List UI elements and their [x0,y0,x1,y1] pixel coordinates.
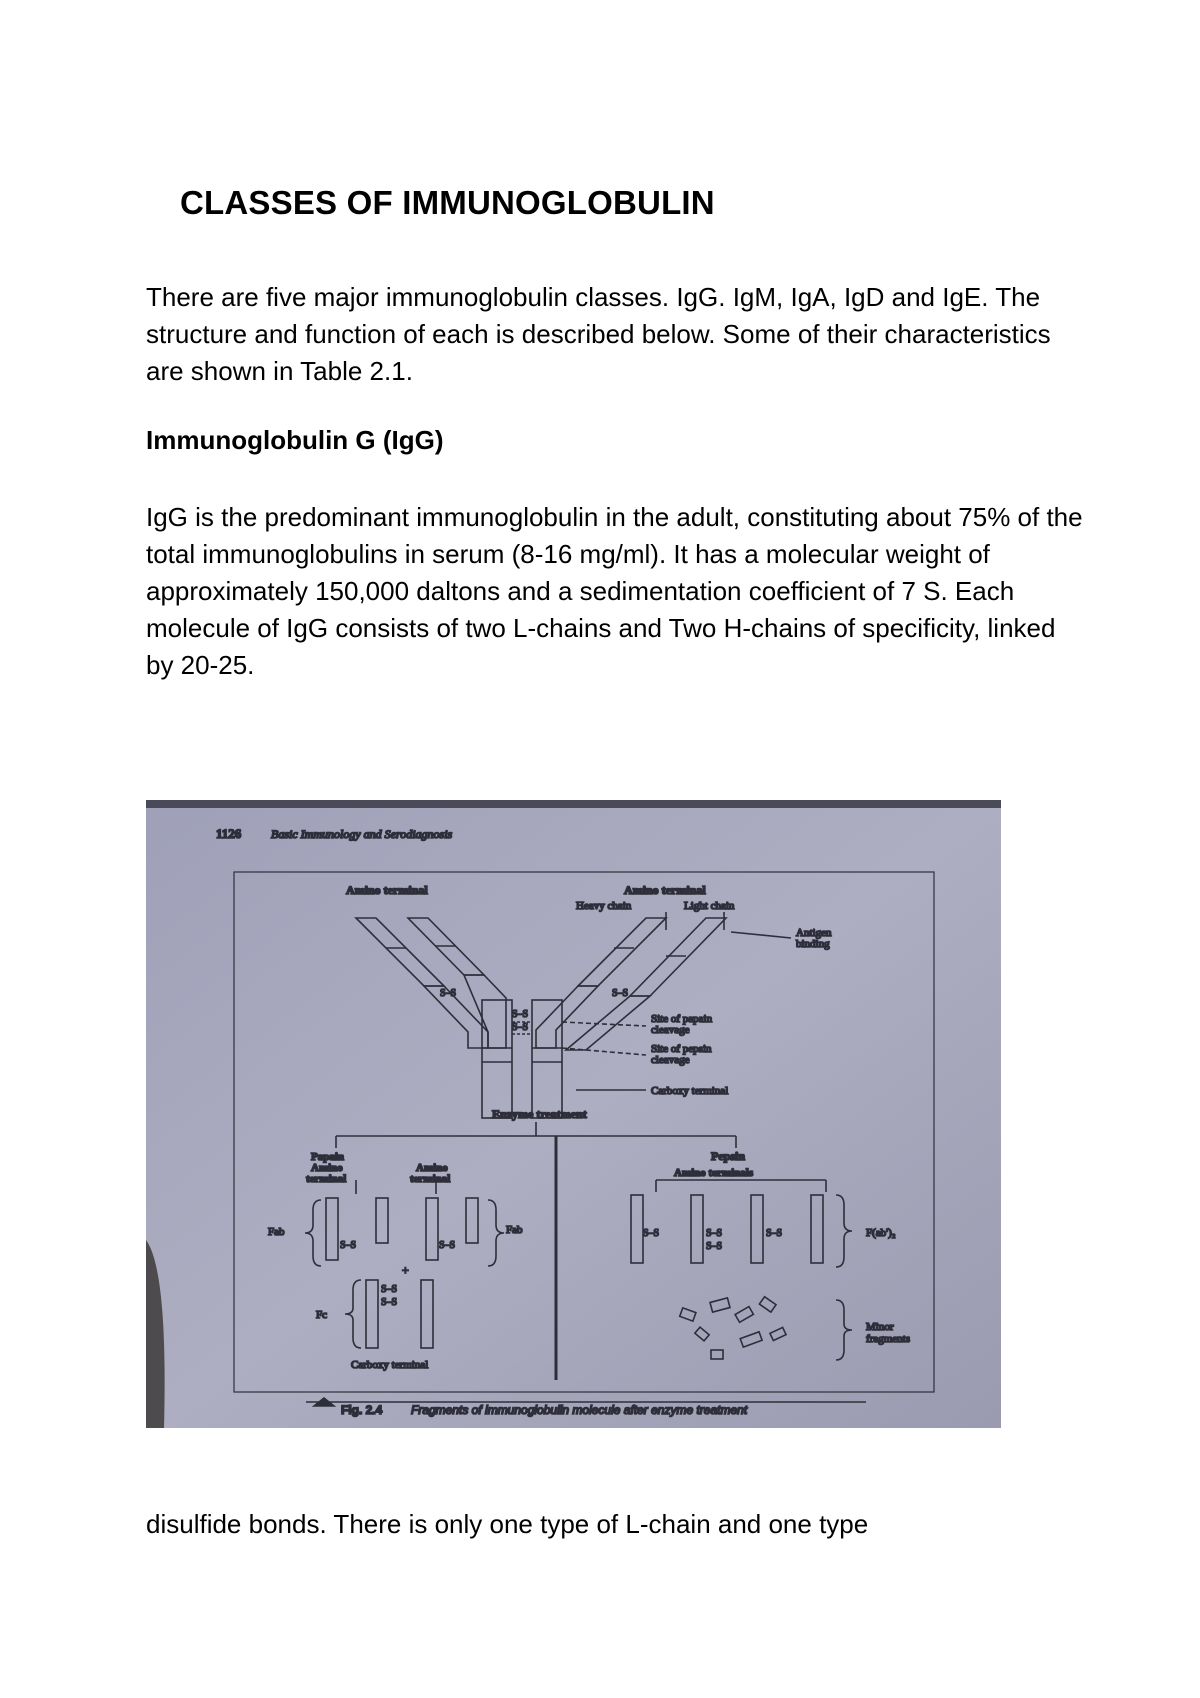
label-ss-hinge-2: S–S [512,1022,529,1033]
label-papain-amino-1: Amino [311,1162,343,1174]
label-amino-terminals: Amino terminals [674,1167,754,1179]
label-ss-hinge-1: S–S [512,1009,529,1020]
label-pepsin-site-1: Site of pepsin [651,1043,712,1055]
intro-paragraph: There are five major immunoglobulin classes. IgG. IgM, IgA, IgD and IgE. The structure and function of each is described below. Some of their characteristics are shown in Table 2.1. [146,282,1051,386]
section-heading-igg: Immunoglobulin G (IgG) [146,425,444,455]
label-ss-fc-1: S–S [381,1284,398,1295]
label-amino-mid-2: terminal [410,1173,451,1185]
label-papain-amino-2: terminal [306,1173,347,1185]
label-amino-mid-1: Amino [416,1162,448,1174]
label-ss-top-left: S–S [440,988,457,999]
label-amino-terminal-right: Amino terminal [624,883,706,897]
label-fab-right: Fab [506,1224,523,1236]
label-minor-2: fragments [866,1333,910,1345]
label-ss-fab-right: S–S [439,1240,456,1251]
figure-caption-label: Fig. 2.4 [341,1403,383,1417]
label-ss-pepsin-2: S–S [706,1228,723,1239]
label-ss-pepsin-3: S–S [706,1241,723,1252]
page-title: CLASSES OF IMMUNOGLOBULIN [180,184,715,221]
label-minor-1: Minor [866,1321,894,1333]
figure-photo-immunoglobulin-fragments [146,800,1001,1428]
label-ss-pepsin-4: S–S [766,1228,783,1239]
label-binding: binding [796,938,830,950]
label-fab2: F(ab')₂ [866,1227,896,1239]
figure-caption-text: Fragments of immunoglobulin molecule after enzyme treatment [411,1403,748,1417]
label-plus: + [402,1263,409,1277]
label-amino-terminal-left: Amino terminal [346,883,428,897]
figure-svg [146,800,1001,1428]
label-heavy-chain: Heavy chain [576,900,632,912]
igg-paragraph: IgG is the predominant immunoglobulin in the adult, constituting about 75% of the total immunoglobulins in serum (8-16 mg/ml). It has a molecular weight of approximately 150,000 daltons and a sedimentation coefficient of 7 S. Each molecule of IgG consists of two L-chains and Two H-chains of specificity, linked by 20-25. [146,502,1083,680]
continuation-paragraph: disulfide bonds. There is only one type of L-chain and one type [146,1509,869,1539]
label-ss-fc-2: S–S [381,1297,398,1308]
label-fc: Fc [316,1309,327,1321]
label-pepsin: Pepsin [711,1149,746,1163]
label-antigen: Antigen [796,927,832,939]
label-pepsin-site-2: cleavage [651,1054,690,1066]
label-ss-fab-left: S–S [340,1240,357,1251]
label-carboxy-terminal: Carboxy terminal [651,1085,729,1097]
label-ss-pepsin-1: S–S [643,1228,660,1239]
figure-book-header: Basic Immunology and Serodiagnosis [271,827,453,841]
label-carboxy-terminal-bottom: Carboxy terminal [351,1359,429,1371]
label-papain: Papain [311,1151,345,1163]
figure-page-number: 1126 [216,826,242,841]
label-papain-site-2: cleavage [651,1024,690,1036]
label-fab-left: Fab [268,1226,285,1238]
label-ss-top-right: S–S [612,988,629,999]
photo-top-edge [146,800,1001,808]
label-enzyme-treatment: Enzyme treatment [492,1107,587,1121]
label-papain-site-1: Site of papain [651,1013,713,1025]
label-light-chain: Light chain [684,900,735,912]
